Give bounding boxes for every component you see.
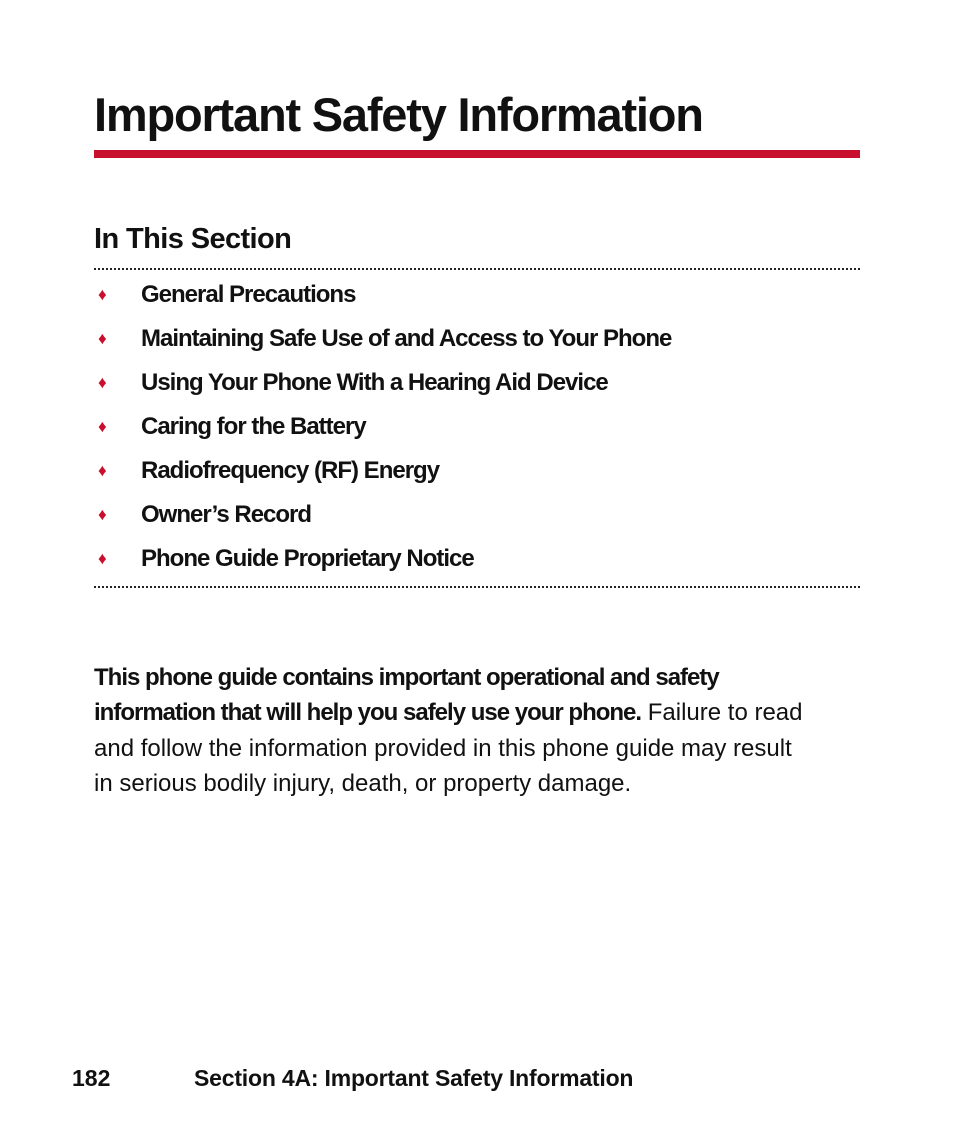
list-item-label: Owner’s Record xyxy=(141,501,312,528)
section-divider-bottom xyxy=(94,586,860,588)
list-item-label: Phone Guide Proprietary Notice xyxy=(141,545,474,572)
diamond-bullet-icon: ♦ xyxy=(98,505,107,524)
intro-regular-text: Failure to read and follow the information provided in this phone guide may result in serious bodily injury, death, or property damage. xyxy=(94,699,803,797)
list-item-label: Maintaining Safe Use of and Access to Your Phone xyxy=(141,325,672,352)
diamond-bullet-icon: ♦ xyxy=(98,549,107,568)
footer-section-label: Section 4A: Important Safety Information xyxy=(194,1065,634,1091)
diamond-bullet-icon: ♦ xyxy=(98,417,107,436)
diamond-bullet-icon: ♦ xyxy=(98,285,107,304)
page-number: 182 xyxy=(72,1065,111,1091)
list-item-label: General Precautions xyxy=(141,281,356,308)
list-item-label: Radiofrequency (RF) Energy xyxy=(141,457,440,484)
page-title: Important Safety Information xyxy=(94,88,703,141)
list-item-label: Caring for the Battery xyxy=(141,413,366,440)
section-heading: In This Section xyxy=(94,223,292,255)
section-divider-top xyxy=(94,268,860,270)
diamond-bullet-icon: ♦ xyxy=(98,373,107,392)
diamond-bullet-icon: ♦ xyxy=(98,461,107,480)
title-divider xyxy=(94,150,860,158)
list-item-label: Using Your Phone With a Hearing Aid Device xyxy=(141,369,608,396)
intro-bold-text: This phone guide contains important operational and safety information that will help you safely use your phone. xyxy=(94,664,719,727)
intro-paragraph xyxy=(94,660,814,801)
diamond-bullet-icon: ♦ xyxy=(98,329,107,348)
